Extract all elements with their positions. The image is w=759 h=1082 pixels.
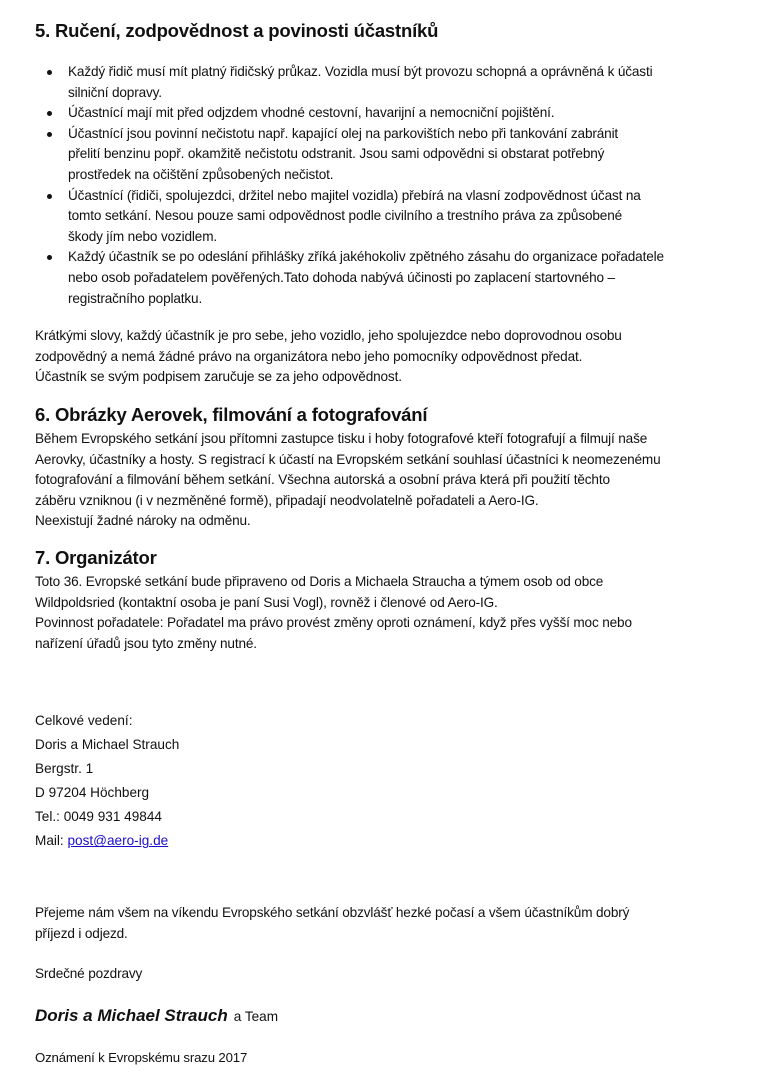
body-line: Povinnost pořadatele: Pořadatel ma právo provést změny oproti oznámení, když přes vyšší moc nebo bbox=[35, 615, 632, 631]
bullet-line: registračního poplatku. bbox=[68, 290, 203, 306]
signature-team: a Team bbox=[233, 1009, 279, 1024]
bullet-line: Účastnící (řidiči, spolujezdci, držitel nebo majitel vozidla) přebírá na vlasní zodpovědnost účast na bbox=[68, 187, 641, 203]
signature-name: Doris a Michael Strauch bbox=[35, 1006, 228, 1025]
section-5-summary bbox=[35, 326, 622, 388]
body-line: Wildpoldsried (kontaktní osoba je paní Susi Vogl), rovněž i členové od Aero-IG. bbox=[35, 594, 498, 610]
body-line: Během Evropského setkání jsou přítomni zastupce tisku i hoby fotografové kteří fotografují a filmují naše bbox=[35, 431, 648, 446]
bullet-line: škody jím nebo vozidlem. bbox=[68, 228, 218, 244]
email-link[interactable]: post@aero-ig.de bbox=[67, 833, 169, 849]
bullet-line: nebo osob pořadatelem pověřených.Tato dohoda nabývá účinosti po zaplacení startovného – bbox=[68, 269, 615, 285]
body-line: Aerovky, účastníky a hosty. S registrací k účastí na Evropském setkání souhlasí účastníci k neomezenému bbox=[35, 451, 661, 467]
contact-city: D 97204 Höchberg bbox=[35, 785, 150, 801]
section-6-heading: 6. Obrázky Aerovek, filmování a fotografování bbox=[35, 404, 428, 425]
summary-line: Účastník se svým podpisem zaručuje se za jeho odpovědnost. bbox=[35, 369, 402, 385]
bullet-icon bbox=[47, 255, 52, 260]
bullet-item bbox=[0, 247, 664, 309]
responsibility-bullet-list bbox=[0, 62, 664, 309]
contact-block bbox=[35, 709, 179, 854]
mail-label: Mail: bbox=[35, 833, 68, 849]
bullet-line: Účastnící mají mit před odjzdem vhodné cestovní, havarijní a nemocniční pojištění. bbox=[68, 105, 555, 121]
bullet-line: Každý účastník se po odeslání přihlášky zříká jakéhokoliv zpětného zásahu do organizace pořadatele bbox=[68, 249, 664, 265]
bullet-icon bbox=[47, 194, 52, 199]
bullet-line: tomto setkání. Nesou pouze sami odpovědnost podle civilního a trestního práva za způsobené bbox=[68, 208, 623, 224]
signature bbox=[35, 1006, 278, 1026]
contact-label: Celkové vedení: bbox=[35, 713, 133, 728]
bullet-item bbox=[0, 62, 664, 103]
bullet-icon bbox=[47, 132, 52, 137]
closing-wish bbox=[35, 903, 629, 944]
body-line: Toto 36. Evropské setkání bude připraveno od Doris a Michaela Straucha a týmem osob od obce bbox=[35, 574, 604, 589]
bullet-line: přelití benzinu popř. okamžitě nečistotu odstranit. Jsou sami odpovědni si obstarat potřebný bbox=[68, 146, 605, 162]
bullet-line: Každý řidič musí mít platný řidičský průkaz. Vozidla musí být provozu schopná a oprávněná k účasti bbox=[68, 64, 653, 79]
wish-line: Přejeme nám všem na víkendu Evropského setkání obzvlášť hezké počasí a všem účastníkům dobrý bbox=[35, 905, 630, 920]
body-line: záběru vzniknou (i v nezměněné formě), připadají neodvolatelně pořadateli a Aero-IG. bbox=[35, 492, 539, 508]
bullet-item bbox=[0, 103, 664, 124]
bullet-icon bbox=[47, 111, 52, 116]
bullet-item bbox=[0, 124, 664, 186]
section-7-heading: 7. Organizátor bbox=[35, 547, 157, 568]
body-line: fotografování a filmování během setkání. Všechna autorská a osobní práva která při použití těchto bbox=[35, 472, 610, 488]
section-5-heading: 5. Ručení, zodpovědnost a povinosti účastníků bbox=[35, 20, 439, 41]
bullet-icon bbox=[47, 70, 52, 75]
wish-line: příjezd i odjezd. bbox=[35, 925, 128, 941]
section-7-body bbox=[35, 572, 632, 654]
bullet-item bbox=[0, 186, 664, 248]
bullet-line: prostředek na očištění způsobených nečistot. bbox=[68, 166, 334, 182]
contact-street: Bergstr. 1 bbox=[35, 761, 94, 777]
body-line: nařízení úřadů jsou tyto změny nutné. bbox=[35, 635, 257, 651]
summary-line: Krátkými slovy, každý účastník je pro sebe, jeho vozidlo, jeho spolujezdce nebo doprovodnou osobu bbox=[35, 328, 622, 343]
contact-mail-row bbox=[35, 829, 179, 853]
summary-line: zodpovědný a nemá žádné právo na organizátora nebo jeho pomocníky odpovědnost předat. bbox=[35, 348, 583, 364]
document-footer: Oznámení k Evropskému srazu 2017 bbox=[35, 1050, 248, 1065]
bullet-line: silniční dopravy. bbox=[68, 84, 162, 100]
contact-name: Doris a Michael Strauch bbox=[35, 737, 180, 753]
body-line: Neexistují žadné nároky na odměnu. bbox=[35, 513, 251, 529]
contact-phone: Tel.: 0049 931 49844 bbox=[35, 809, 162, 825]
section-6-body bbox=[35, 429, 661, 532]
bullet-line: Účastnící jsou povinní nečistotu např. kapající olej na parkovištích nebo při tankování zabránit bbox=[68, 125, 619, 141]
greeting: Srdečné pozdravy bbox=[35, 966, 143, 981]
